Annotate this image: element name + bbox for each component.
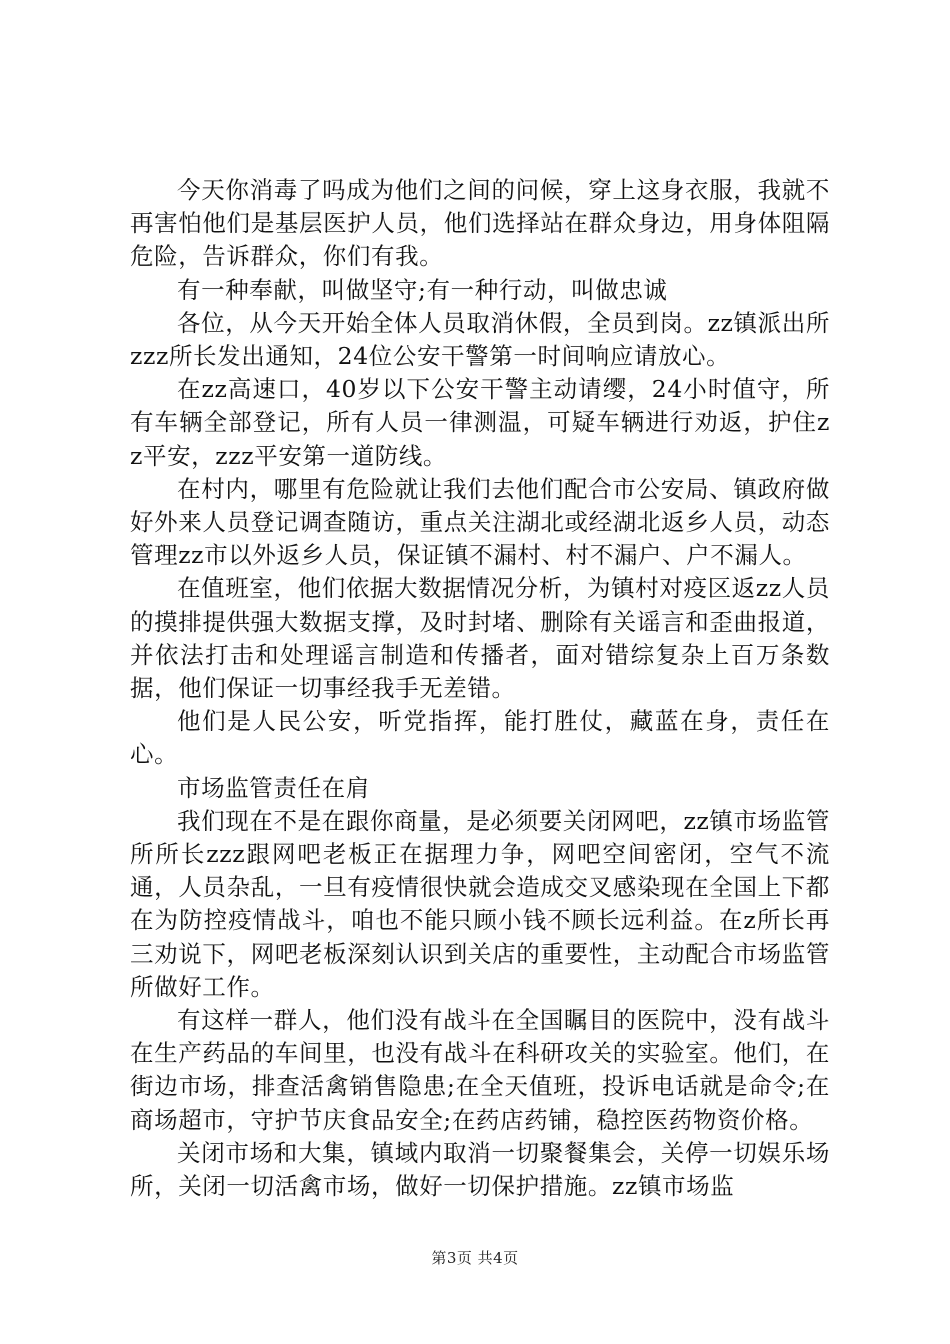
- section-heading: 市场监管责任在肩: [177, 773, 370, 802]
- paragraph: 各位，从今天开始全体人员取消休假，全员到岗。zz镇派出所zzz所长发出通知，24位公安干警第一时间响应请放心。: [130, 308, 830, 371]
- paragraph: 今天你消毒了吗成为他们之间的问候，穿上这身衣服，我就不再害怕他们是基层医护人员，他们选择站在群众身边，用身体阻隔危险，告诉群众，你们有我。: [130, 176, 830, 271]
- document-body: [130, 174, 830, 1203]
- paragraph: 我们现在不是在跟你商量，是必须要关闭网吧，zz镇市场监管所所长zzz跟网吧老板正在据理力争，网吧空间密闭，空气不流通，人员杂乱，一旦有疫情很快就会造成交叉感染现在全国上下都在为防控疫情战斗，咱也不能只顾小钱不顾长远利益。在z所长再三劝说下，网吧老板深刻认识到关店的重要性，主动配合市场监管所做好工作。: [130, 806, 830, 1001]
- paragraph: 有一种奉献，叫做坚守;有一种行动，叫做忠诚: [177, 275, 668, 304]
- paragraph: 在村内，哪里有危险就让我们去他们配合市公安局、镇政府做好外来人员登记调查随访，重点关注湖北或经湖北返乡人员，动态管理zz市以外返乡人员，保证镇不漏村、村不漏户、户不漏人。: [130, 474, 830, 570]
- paragraph: 关闭市场和大集，镇域内取消一切聚餐集会，关停一切娱乐场所，关闭一切活禽市场，做好一切保护措施。zz镇市场监: [130, 1138, 830, 1201]
- paragraph: 他们是人民公安，听党指挥，能打胜仗，藏蓝在身，责任在心。: [130, 707, 830, 769]
- paragraph: 在值班室，他们依据大数据情况分析，为镇村对疫区返zz人员的摸排提供强大数据支撑，及时封堵、删除有关谣言和歪曲报道，并依法打击和处理谣言制造和传播者，面对错综复杂上百万条数据，他们保证一切事经我手无差错。: [130, 574, 830, 703]
- page-number-footer: 第3页 共4页: [431, 1249, 519, 1267]
- paragraph: 在zz高速口，40岁以下公安干警主动请缨，24小时值守，所有车辆全部登记，所有人员一律测温，可疑车辆进行劝返，护住zz平安，zzz平安第一道防线。: [130, 375, 830, 470]
- paragraph: 有这样一群人，他们没有战斗在全国瞩目的医院中，没有战斗在生产药品的车间里，也没有战斗在科研攻关的实验室。他们，在街边市场，排查活禽销售隐患;在全天值班，投诉电话就是命令;在商场超市，守护节庆食品安全;在药店药铺，稳控医药物资价格。: [130, 1006, 830, 1134]
